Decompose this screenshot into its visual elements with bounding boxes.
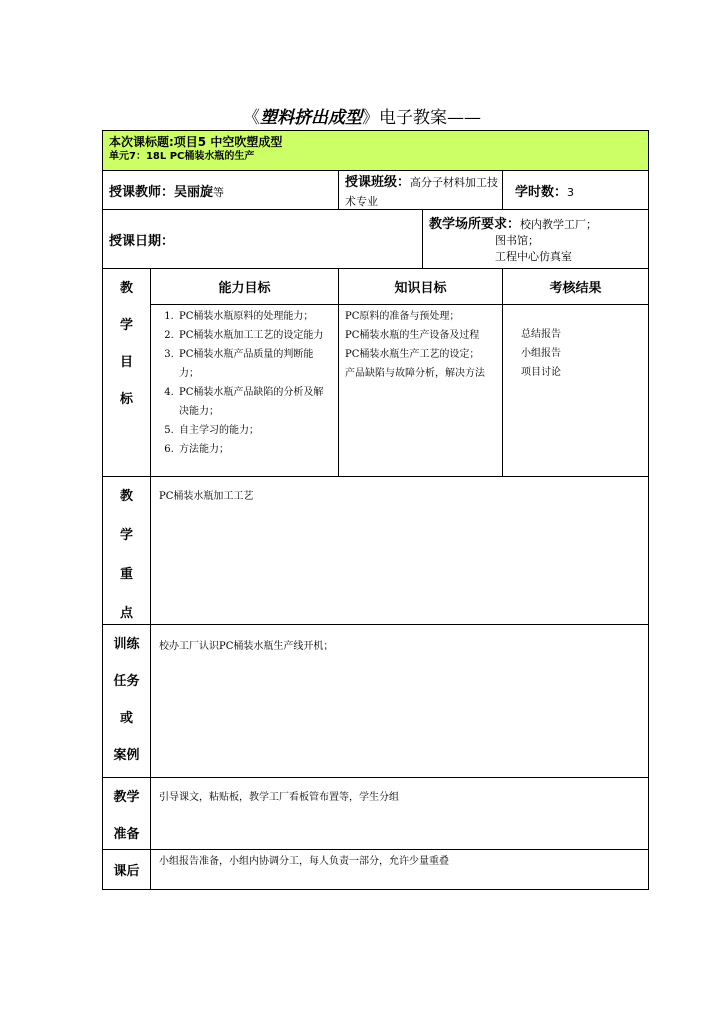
label-char: 教学 — [113, 790, 140, 805]
title-prefix: 《 — [243, 108, 260, 128]
training-row — [103, 625, 649, 778]
class-label: 授课班级： — [345, 175, 411, 190]
training-section-label — [103, 625, 151, 778]
label-char: 点 — [119, 606, 133, 621]
label-char: 标 — [119, 392, 133, 407]
location-item: 工程中心仿真室 — [495, 250, 572, 263]
class-cell — [339, 171, 503, 210]
list-item: 项目讨论 — [521, 367, 561, 378]
label-char: 训练 — [113, 637, 140, 652]
list-item: 总结报告 — [521, 329, 561, 340]
location-label: 教学场所要求： — [429, 217, 521, 232]
knowledge-list-cell — [339, 305, 503, 477]
list-item: PC原料的准备与预处理； — [345, 311, 460, 322]
title-book-name: 塑料挤出成型 — [260, 108, 362, 128]
lesson-plan-table — [102, 130, 649, 890]
class-value: 高分子材料加工技术专业 — [345, 176, 499, 208]
teacher-label: 授课教师： — [109, 184, 175, 200]
preparation-section-label — [103, 778, 151, 850]
training-content: 校办工厂认识PC桶装水瓶生产线开机； — [151, 625, 649, 778]
list-item: 5. 自主学习的能力； — [177, 421, 332, 440]
assessment-list-cell — [503, 305, 649, 477]
assessment-header: 考核结果 — [503, 269, 649, 305]
location-first-line — [429, 213, 642, 233]
label-char: 准备 — [113, 827, 140, 842]
lesson-title-row — [103, 131, 649, 171]
lesson-title-cell — [103, 131, 649, 171]
objectives-section-label — [103, 269, 151, 477]
lesson-topic: 本次课标题:项目5 中空吹塑成型 — [109, 135, 283, 149]
after-class-row — [103, 850, 649, 890]
date-cell — [103, 210, 423, 269]
label-char: 重 — [119, 567, 133, 582]
list-item: 2. PC桶装水瓶加工工艺的设定能力 — [177, 326, 332, 345]
teacher-name: 吴丽旋 — [174, 184, 214, 200]
objectives-content-row — [103, 305, 649, 477]
label-char: 或 — [119, 711, 133, 726]
teacher-row — [103, 171, 649, 210]
label-char: 任务 — [113, 674, 140, 689]
list-item: 1. PC桶装水瓶原料的处理能力； — [177, 307, 332, 326]
key-points-content: PC桶装水瓶加工工艺 — [151, 477, 649, 625]
label-char: 学 — [119, 528, 133, 543]
lesson-unit: 单元7：18L PC桶装水瓶的生产 — [109, 151, 255, 162]
title-suffix: 》电子教案—— — [362, 108, 481, 128]
location-item: 图书馆； — [495, 234, 539, 247]
key-points-section-label — [103, 477, 151, 625]
list-item: PC桶装水瓶的生产设备及过程 — [345, 330, 480, 341]
hours-cell — [503, 171, 649, 210]
hours-value: 3 — [567, 185, 575, 199]
hours-label: 学时数： — [515, 184, 568, 200]
key-points-row — [103, 477, 649, 625]
teacher-suffix: 等 — [213, 185, 225, 199]
list-item: 产品缺陷与故障分析，解决方法 — [345, 368, 485, 379]
label-char: 学 — [119, 318, 133, 333]
teacher-cell — [103, 171, 339, 210]
ability-list — [151, 307, 332, 459]
list-item: 3. PC桶装水瓶产品质量的判断能力； — [177, 345, 332, 383]
label-char: 教 — [119, 489, 133, 504]
preparation-content: 引导课文，粘贴板，教学工厂看板管布置等，学生分组 — [151, 778, 649, 850]
after-class-section-label: 课后 — [103, 850, 151, 890]
date-label: 授课日期： — [109, 233, 175, 249]
location-cell — [423, 210, 649, 269]
list-item: PC桶装水瓶生产工艺的设定； — [345, 349, 480, 360]
date-row — [103, 210, 649, 269]
objectives-header-row — [103, 269, 649, 305]
label-char: 教 — [119, 281, 133, 296]
knowledge-header: 知识目标 — [339, 269, 503, 305]
document-title — [0, 103, 724, 128]
ability-header: 能力目标 — [151, 269, 339, 305]
list-item: 4. PC桶装水瓶产品缺陷的分析及解决能力； — [177, 383, 332, 421]
label-char: 案例 — [113, 748, 140, 763]
preparation-row — [103, 778, 649, 850]
location-item: 校内教学工厂； — [520, 218, 598, 231]
after-class-content: 小组报告准备，小组内协调分工，每人负责一部分，允许少量重叠 — [151, 850, 649, 890]
ability-list-cell — [151, 305, 339, 477]
list-item: 小组报告 — [521, 348, 561, 359]
label-char: 目 — [119, 355, 133, 370]
list-item: 6. 方法能力； — [177, 440, 332, 459]
